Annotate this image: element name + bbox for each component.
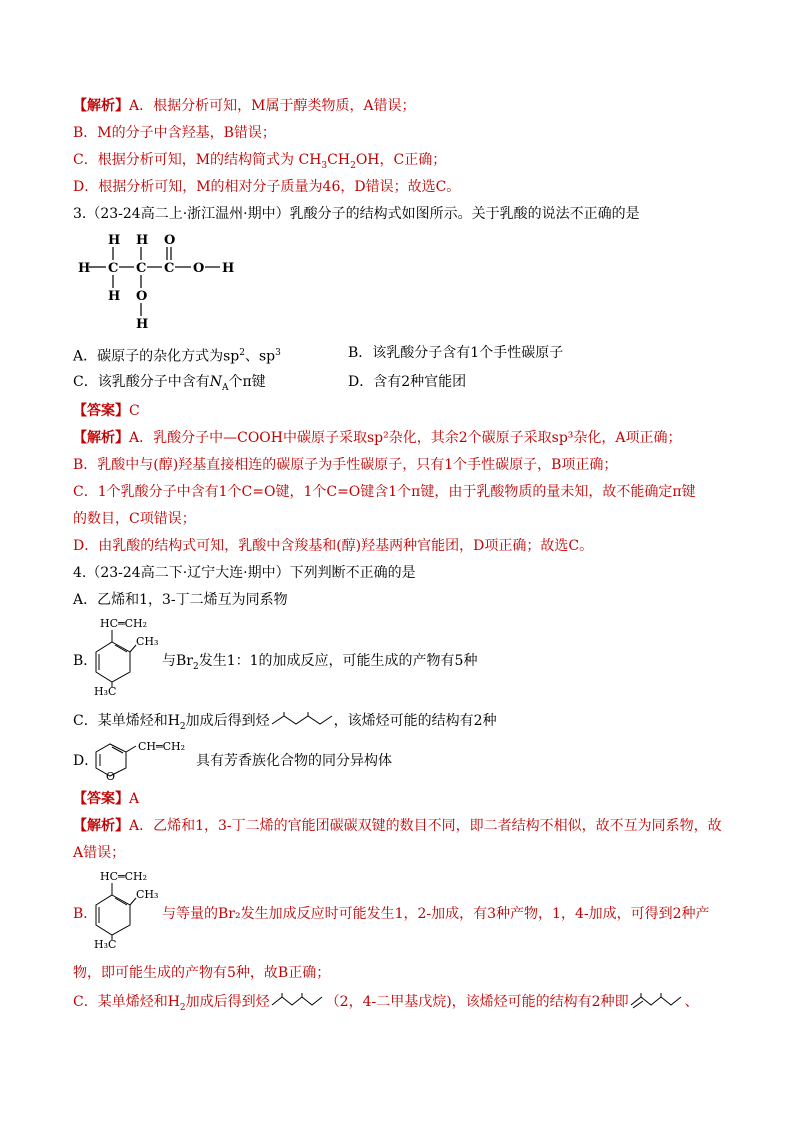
q4-analysis-b-label: B． [73, 906, 98, 922]
q4-option-b-text: 与$Br_2$发生1：1的加成反应，可能生成的产物有5种 [162, 653, 478, 672]
atom-h: H [78, 261, 91, 276]
q4-option-c: C．某单烯烃和$H_2$加成后得到烃 ，该烯烃可能的结构有2种 [73, 713, 497, 732]
lactic-acid-structure [73, 230, 243, 335]
dimethylpentane-skeleton [270, 993, 326, 1011]
q4-option-d-text: 具有芳香族化合物的同分异构体 [196, 753, 392, 769]
dimethyl-ring-styrene-structure [92, 615, 162, 699]
svg-text:H₃C: H₃C [94, 685, 117, 698]
q4-option-d-label: D． [73, 753, 99, 769]
q4-answer: 【答案】A [73, 791, 140, 807]
alkene-skeleton [629, 993, 685, 1011]
q4-analysis-a2: A错误； [73, 845, 126, 861]
q4-stem: 4.（23-24高二下·辽宁大连·期中）下列判断不正确的是 [73, 565, 416, 581]
atom-o: O [164, 233, 176, 248]
analysis-line-d: D．根据分析可知，M的相对分子质量为46，D错误；故选C。 [73, 179, 461, 195]
svg-text:O: O [106, 770, 116, 782]
atom-h: H [136, 233, 149, 248]
dimethyl-ring-styrene-structure-2 [92, 868, 162, 952]
svg-text:CH═CH₂: CH═CH₂ [138, 740, 186, 753]
q3-option-c: C．该乳酸分子中含有$N_A$个π键 [73, 374, 266, 393]
q3-analysis-c2: 的数目，C项错误； [73, 511, 196, 527]
atom-h: H [136, 317, 149, 332]
atom-c: C [108, 261, 119, 276]
atom-c: C [136, 261, 147, 276]
atom-h: H [222, 261, 235, 276]
atom-h: H [108, 289, 121, 304]
analysis-line-b: B．M的分子中含羟基，B错误； [73, 125, 276, 141]
q4-analysis-b-text: 与等量的Br₂发生加成反应时可能发生1，2-加成，有3种产物，1，4-加成，可得到2种产 [162, 906, 710, 922]
svg-text:HC═CH₂: HC═CH₂ [100, 617, 148, 630]
q3-option-a: A．碳原子的杂化方式为$sp^2$、$sp^3$ [73, 348, 281, 365]
analysis-line-c: C．根据分析可知，M的结构简式为 $CH_3CH_2OH$，C正确； [73, 152, 447, 171]
q3-option-b: B．该乳酸分子含有1个手性碳原子 [348, 345, 564, 361]
pyran-vinyl-structure [92, 738, 202, 782]
q3-analysis-b: B．乳酸中与(醇)羟基直接相连的碳原子为手性碳原子，只有1个手性碳原子，B项正确； [73, 457, 618, 473]
q4-analysis-c: C．某单烯烃和$H_2$加成后得到烃 （2，4-二甲基戊烷)，该烯烃可能的结构有2种即 、 [73, 994, 699, 1013]
atom-h: H [108, 233, 121, 248]
q3-analysis-d: D．由乳酸的结构式可知，乳酸中含羧基和(醇)羟基两种官能团，D项正确；故选C。 [73, 538, 594, 554]
q4-analysis-b2: 物，即可能生成的产物有5种，故B正确； [73, 965, 331, 981]
dimethylpentane-skeleton [270, 712, 334, 730]
atom-c: C [164, 261, 175, 276]
q4-analysis-a1: 【解析】A．乙烯和1，3-丁二烯的官能团碳碳双键的数目不同，即二者结构不相似，故不互为同系物，故 [73, 818, 722, 834]
q4-option-a: A．乙烯和1，3-丁二烯互为同系物 [73, 592, 288, 608]
svg-text:H₃C: H₃C [94, 938, 117, 951]
q3-answer: 【答案】C [73, 403, 140, 419]
analysis-line-a: 【解析】A．根据分析可知，M属于醇类物质，A错误； [73, 98, 416, 114]
svg-text:HC═CH₂: HC═CH₂ [100, 870, 148, 883]
q3-stem: 3.（23-24高二上·浙江温州·期中）乳酸分子的结构式如图所示。关于乳酸的说法不正确的是 [73, 206, 640, 222]
q3-analysis-c1: C．1个乳酸分子中含有1个C=O键，1个C=O键含1个π键，由于乳酸物质的量未知，故不能确定π键 [73, 484, 696, 500]
svg-text:CH₃: CH₃ [136, 888, 159, 901]
atom-o: O [193, 261, 205, 276]
q3-analysis-a: 【解析】A．乳酸分子中—COOH中碳原子采取sp²杂化，其余2个碳原子采取sp³杂化，A项正确； [73, 430, 682, 446]
atom-o: O [136, 289, 148, 304]
q4-option-b-label: B． [73, 653, 98, 669]
svg-text:CH₃: CH₃ [136, 635, 159, 648]
q3-option-d: D．含有2种官能团 [348, 374, 467, 390]
